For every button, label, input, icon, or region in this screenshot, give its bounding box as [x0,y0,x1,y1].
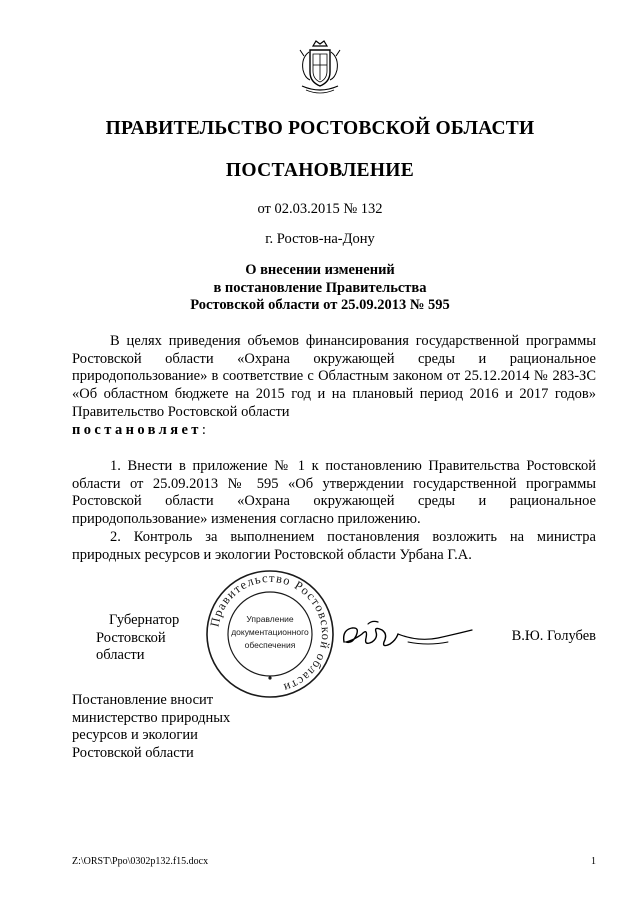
stamp-inner-line: документационного [231,627,309,637]
subject-line: О внесении изменений [245,262,395,278]
signatory-title-line: Ростовской области [96,629,166,664]
document-city: г. Ростов-на-Дону [265,231,375,247]
page-number: 1 [591,856,596,867]
stamp-inner-line: Управление [246,614,294,624]
submitted-by-note [72,692,292,763]
handwritten-signature [338,612,478,656]
government-title: ПРАВИТЕЛЬСТВО РОСТОВСКОЙ ОБЛАСТИ [105,118,535,139]
item-paragraph-1: 1. Внести в приложение № 1 к постановлению Правительства Ростовской области от 25.09.2013 № 595 «Об утверждении государственной программы Ростовской области «Охрана окружающей среды и рациональное природопользование» изменения согласно приложению. [72,458,596,528]
document-date-number: от 02.03.2015 № 132 [257,201,383,217]
decree-punct: : [201,421,206,438]
stamp-inner-line: обеспечения [244,640,296,650]
note-line: Ростовской области [72,745,194,762]
preamble-paragraph [72,333,596,439]
note-line: Постановление вносит [72,692,214,708]
note-line: ресурсов и экологии [72,727,198,744]
document-type: ПОСТАНОВЛЕНИЕ [225,160,415,181]
official-stamp [204,568,336,700]
decree-word: постановляет [72,421,202,438]
signatory-title [96,612,206,665]
preamble-text: В целях приведения объемов финансирования государственной программы Ростовской области «Охрана окружающей среды и рациональное природопользование» в соответствие с Областным законом от 25.12.2014 № 283-ЗС «Об областном бюджете на 2015 год и на плановый период 2016 и 2017 годов» Правительство Ростовской области [72,333,596,420]
coat-of-arms-emblem [296,38,344,96]
subject-line: Ростовской области от 25.09.2013 № 595 [190,297,450,313]
stamp-ring-text: Правительство Ростовской области [207,570,334,696]
document-subject [0,262,640,315]
item-paragraph-2: 2. Контроль за выполнением постановления возложить на министра природных ресурсов и экологии Ростовской области Урбана Г.А. [72,529,596,563]
signatory-name: В.Ю. Голубев [511,628,596,644]
subject-line: в постановление Правительства [213,279,427,296]
note-line: министерство природных [72,709,231,726]
footer-file-path: Z:\ORST\Ppo\0302p132.f15.docx [72,856,209,867]
signatory-title-line: Губернатор [109,612,180,628]
